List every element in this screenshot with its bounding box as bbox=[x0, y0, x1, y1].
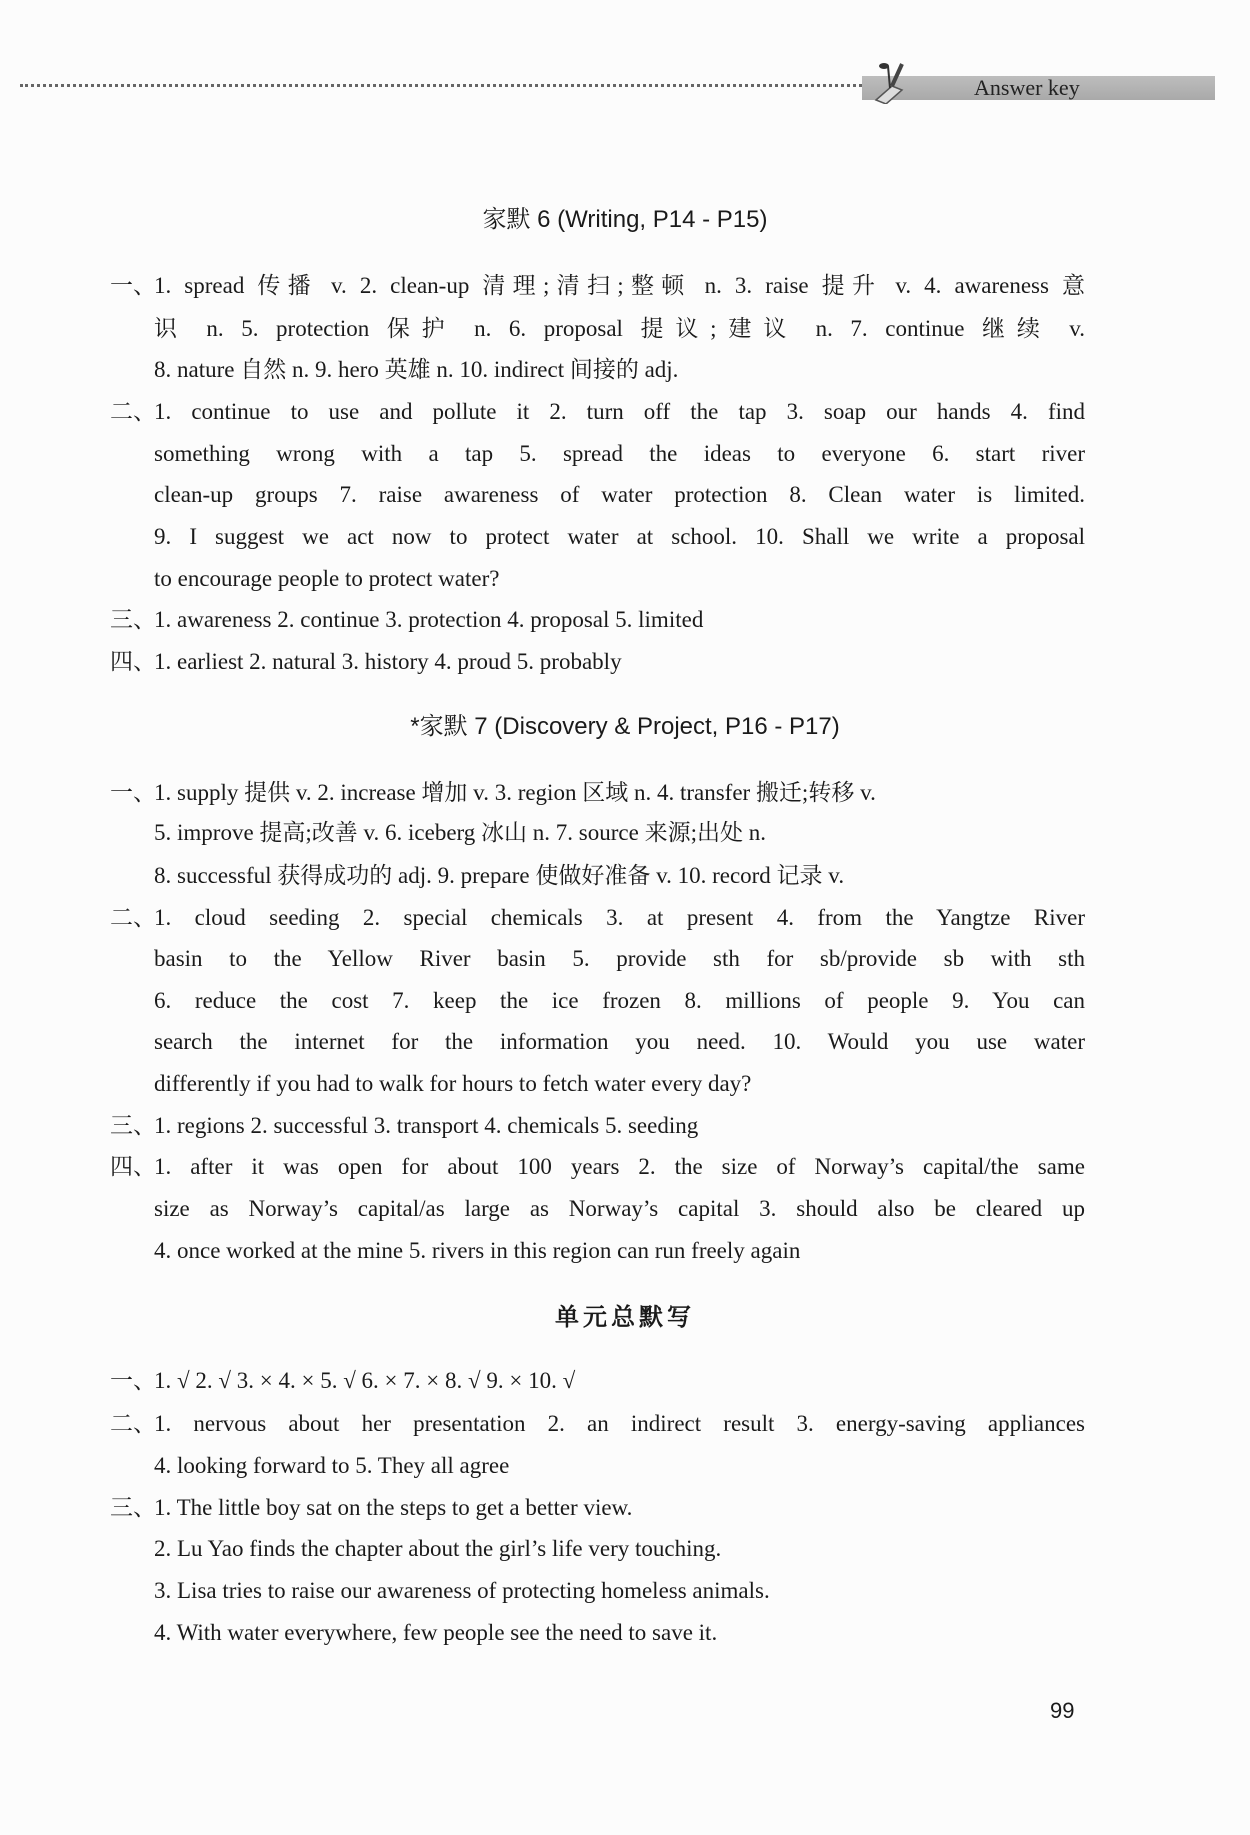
section-number: 二、 bbox=[110, 1411, 156, 1436]
answer-line: 4. looking forward to 5. They all agree bbox=[154, 1453, 510, 1478]
answer-line: 1. √ 2. √ 3. × 4. × 5. √ 6. × 7. × 8. √ 9. × 10. √ bbox=[154, 1368, 576, 1393]
answer-line: size as Norway’s capital/as large as Norway’s capital 3. should also be cleared up bbox=[154, 1196, 1085, 1221]
answer-line: 4. With water everywhere, few people see the need to save it. bbox=[154, 1620, 718, 1645]
header-banner bbox=[862, 76, 1215, 100]
answer-line: search the internet for the information you need. 10. Would you use water bbox=[154, 1029, 1085, 1054]
answer-line: 识 n. 5. protection 保护 n. 6. proposal 提议;建议 n. 7. continue 继续 v. bbox=[154, 316, 1085, 341]
header-label: Answer key bbox=[974, 75, 1080, 100]
section-number: 四、 bbox=[110, 1154, 156, 1179]
answer-line: 1. The little boy sat on the steps to get a better view. bbox=[154, 1495, 633, 1520]
answer-line: 8. successful 获得成功的 adj. 9. prepare 使做好准备 v. 10. record 记录 v. bbox=[154, 863, 845, 888]
answer-line: 1. after it was open for about 100 years 2. the size of Norway’s capital/the same bbox=[154, 1154, 1085, 1179]
section-heading: 单元总默写 bbox=[555, 1302, 695, 1331]
section-number: 一、 bbox=[110, 780, 156, 805]
answer-line: 1. earliest 2. natural 3. history 4. proud 5. probably bbox=[154, 649, 622, 674]
section-number: 四、 bbox=[110, 649, 156, 674]
answer-line: 9. I suggest we act now to protect water at school. 10. Shall we write a proposal bbox=[154, 524, 1085, 549]
answer-line: differently if you had to walk for hours to fetch water every day? bbox=[154, 1071, 752, 1096]
answer-line: something wrong with a tap 5. spread the ideas to everyone 6. start river bbox=[154, 441, 1085, 466]
section-heading: 家默 6 (Writing, P14 - P15) bbox=[482, 206, 768, 233]
section-number: 三、 bbox=[110, 607, 156, 632]
answer-line: 1. regions 2. successful 3. transport 4. chemicals 5. seeding bbox=[154, 1113, 699, 1138]
answer-line: 1. spread 传播 v. 2. clean-up 清理;清扫;整顿 n. 3. raise 提升 v. 4. awareness 意 bbox=[154, 273, 1085, 298]
section-number: 二、 bbox=[110, 905, 156, 930]
section-heading: *家默 7 (Discovery & Project, P16 - P17) bbox=[410, 713, 840, 740]
answer-line: 6. reduce the cost 7. keep the ice frozen 8. millions of people 9. You can bbox=[154, 988, 1085, 1013]
answer-line: 4. once worked at the mine 5. rivers in this region can run freely again bbox=[154, 1238, 801, 1263]
answer-line: 1. cloud seeding 2. special chemicals 3. at present 4. from the Yangtze River bbox=[154, 905, 1085, 930]
answer-line: basin to the Yellow River basin 5. provide sth for sb/provide sb with sth bbox=[154, 946, 1085, 971]
answer-line: 3. Lisa tries to raise our awareness of protecting homeless animals. bbox=[154, 1578, 770, 1603]
dotted-divider bbox=[20, 84, 868, 91]
answer-line: 8. nature 自然 n. 9. hero 英雄 n. 10. indirect 间接的 adj. bbox=[154, 357, 679, 382]
answer-line: 1. awareness 2. continue 3. protection 4. proposal 5. limited bbox=[154, 607, 704, 632]
answer-line: clean-up groups 7. raise awareness of water protection 8. Clean water is limited. bbox=[154, 482, 1085, 507]
section-number: 二、 bbox=[110, 399, 156, 424]
answer-line: 2. Lu Yao finds the chapter about the girl’s life very touching. bbox=[154, 1536, 722, 1561]
section-number: 一、 bbox=[110, 273, 156, 298]
answer-line: 5. improve 提高;改善 v. 6. iceberg 冰山 n. 7. source 来源;出处 n. bbox=[154, 820, 766, 845]
answer-line: 1. continue to use and pollute it 2. turn off the tap 3. soap our hands 4. find bbox=[154, 399, 1085, 424]
answer-line: 1. supply 提供 v. 2. increase 增加 v. 3. region 区域 n. 4. transfer 搬迁;转移 v. bbox=[154, 780, 876, 805]
section-number: 三、 bbox=[110, 1495, 156, 1520]
page-number: 99 bbox=[1050, 1698, 1075, 1723]
section-number: 一、 bbox=[110, 1368, 156, 1393]
answer-line: to encourage people to protect water? bbox=[154, 566, 500, 591]
book-sprout-icon bbox=[872, 60, 906, 104]
answer-line: 1. nervous about her presentation 2. an indirect result 3. energy-saving appliances bbox=[154, 1411, 1085, 1436]
section-number: 三、 bbox=[110, 1113, 156, 1138]
